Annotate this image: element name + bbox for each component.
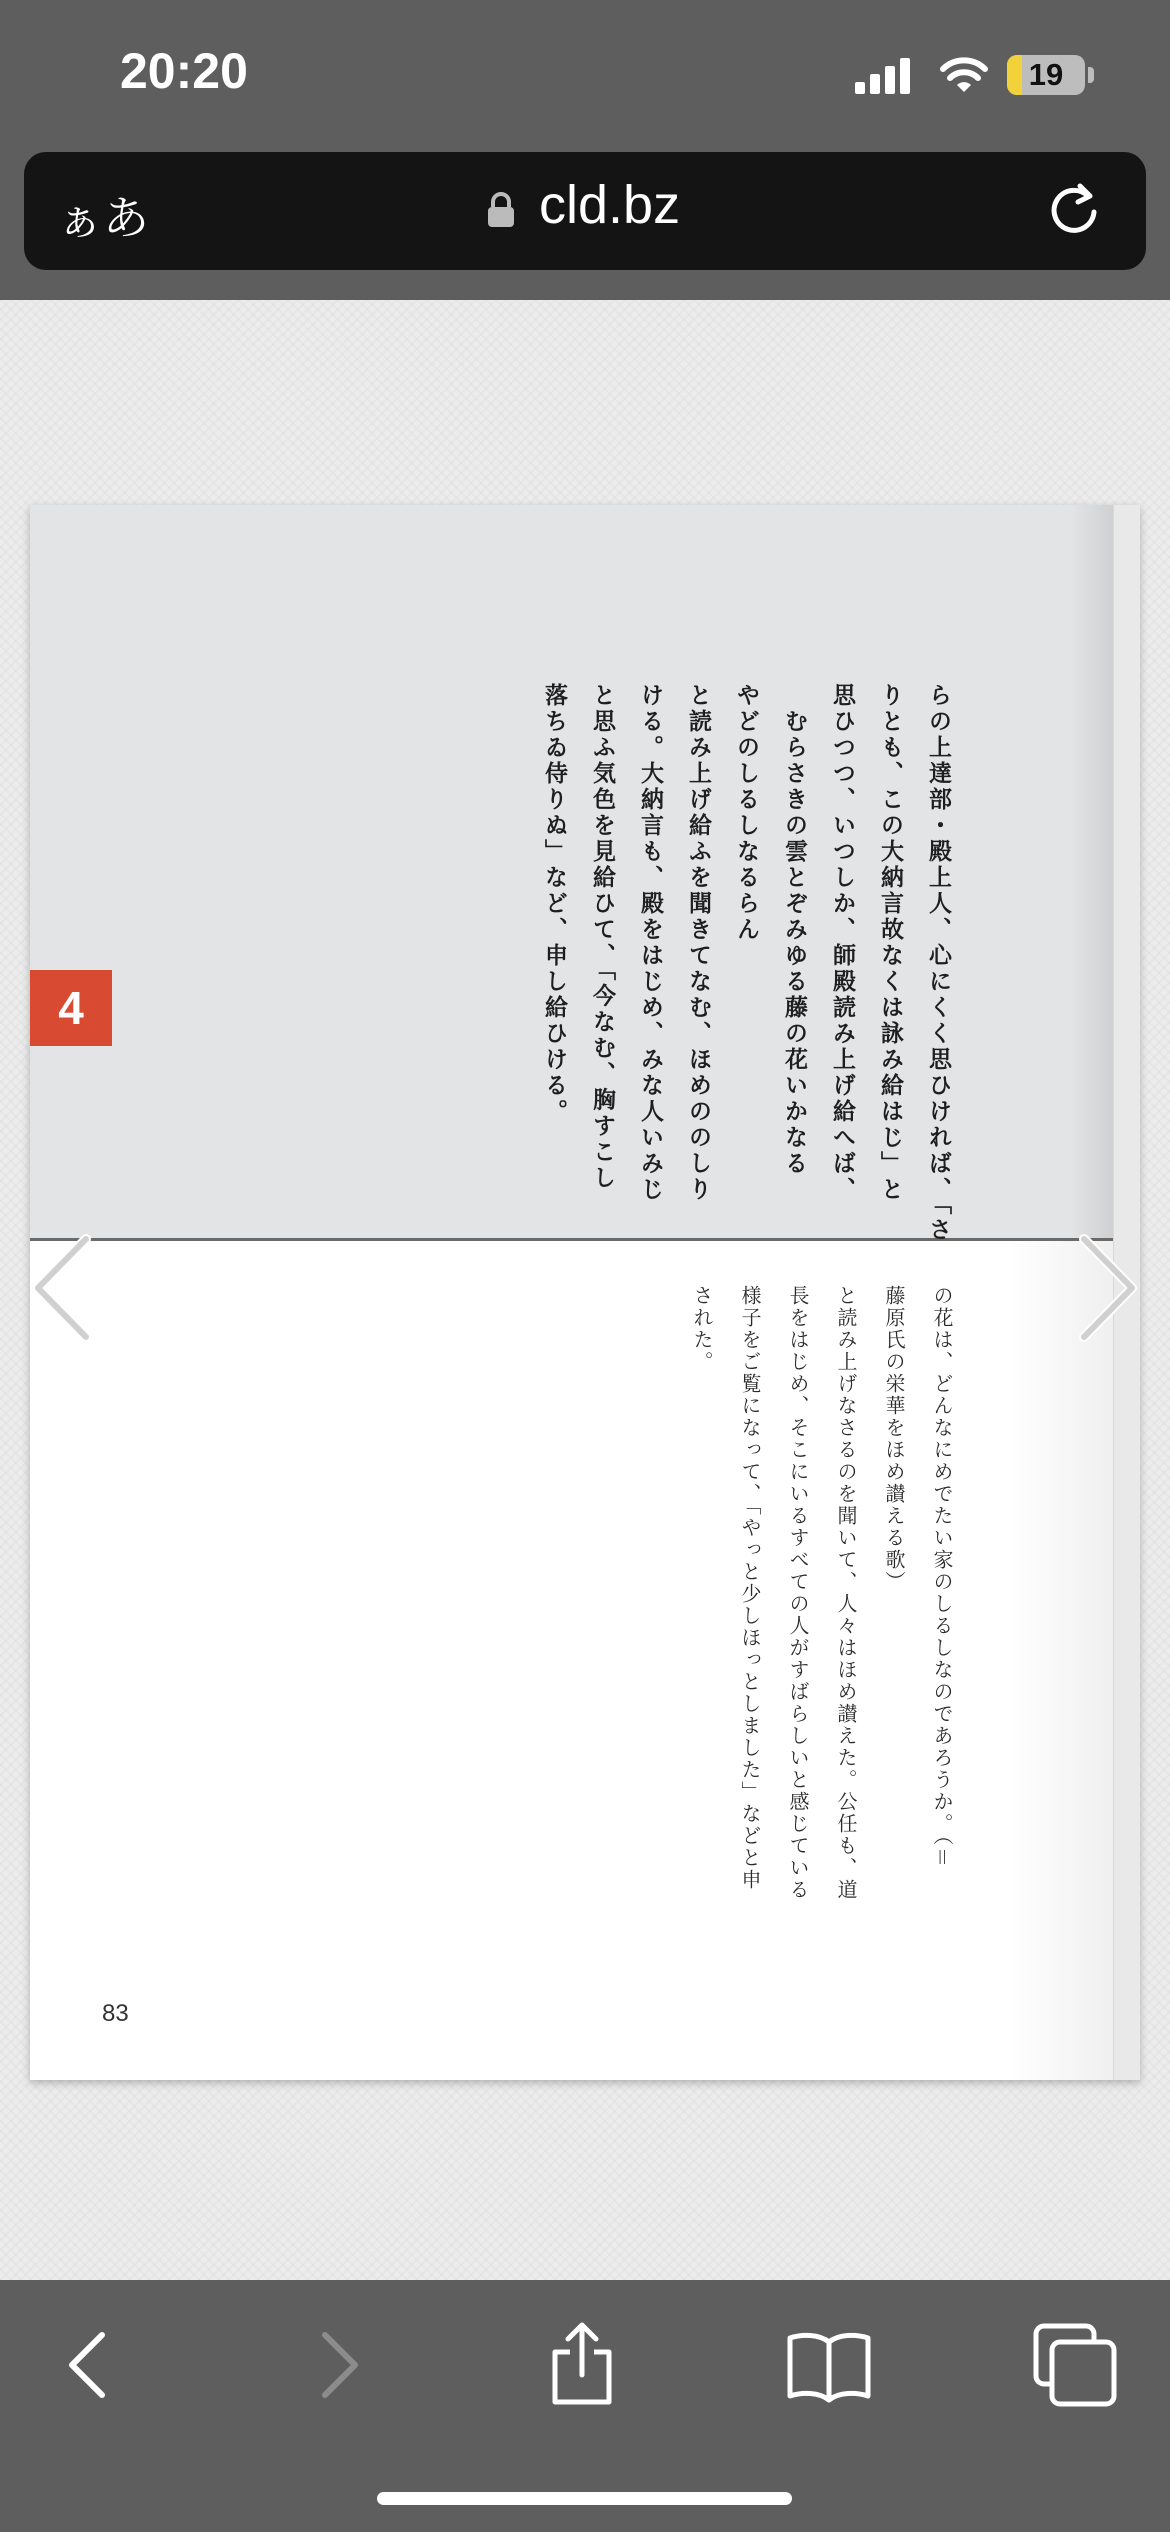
home-indicator xyxy=(377,2492,792,2505)
chevron-right-icon[interactable] xyxy=(1076,1233,1142,1343)
status-bar xyxy=(0,0,1170,150)
chevron-left-icon[interactable] xyxy=(28,1233,94,1343)
forward-icon[interactable] xyxy=(295,2320,385,2410)
modern-translation-text: の花は、どんなにめでたい家のしるしなのであろうか。（＝ 藤原氏の栄華をほめ讃える歌） と読み上げなさるのを聞いて、人々はほめ讃えた。公任も、道 長をはじめ、そこにいるすべての人がすばらしいと感じている 様子をご覧になって、「やっと少しほっとしました」などと申 された。 xyxy=(690,1285,954,1901)
cellular-signal-icon xyxy=(855,56,915,94)
battery-cap xyxy=(1088,67,1094,83)
translation-panel xyxy=(30,1241,1140,2080)
classic-text: らの上達部・殿上人、心にくく思ひければ、「さ りとも、この大納言故なくは詠み給はじ」と 思ひつつ、いつしか、師殿読み上げ給へば、 むらさきの雲とぞみゆる藤の花いかなる やどのしるしなるらん と読み上げ給ふを聞きてなむ、ほめののしり ける。大納言も、殿をはじめ、みな人いみじ と思ふ気色を見給ひて、「今なむ、胸すこし 落ちゐ侍りぬ」など、申し給ひける。 xyxy=(541,683,952,1244)
wifi-icon xyxy=(940,52,988,96)
section-badge: 4 xyxy=(30,970,112,1046)
page-number: 83 xyxy=(102,2000,129,2027)
address-bar[interactable] xyxy=(24,152,1146,270)
tabs-icon[interactable] xyxy=(1030,2320,1120,2410)
battery-level: 19 xyxy=(1028,57,1064,92)
share-icon[interactable] xyxy=(537,2320,627,2410)
reload-icon[interactable] xyxy=(1044,180,1104,240)
status-time: 20:20 xyxy=(120,43,248,99)
battery-icon xyxy=(1007,55,1085,95)
book-page[interactable] xyxy=(30,505,1140,2080)
back-icon[interactable] xyxy=(42,2320,132,2410)
text-size-button[interactable]: ぁあ xyxy=(57,191,149,245)
book-icon[interactable] xyxy=(784,2320,874,2410)
lock-icon xyxy=(486,192,516,228)
url-text[interactable]: cld.bz xyxy=(539,175,681,235)
